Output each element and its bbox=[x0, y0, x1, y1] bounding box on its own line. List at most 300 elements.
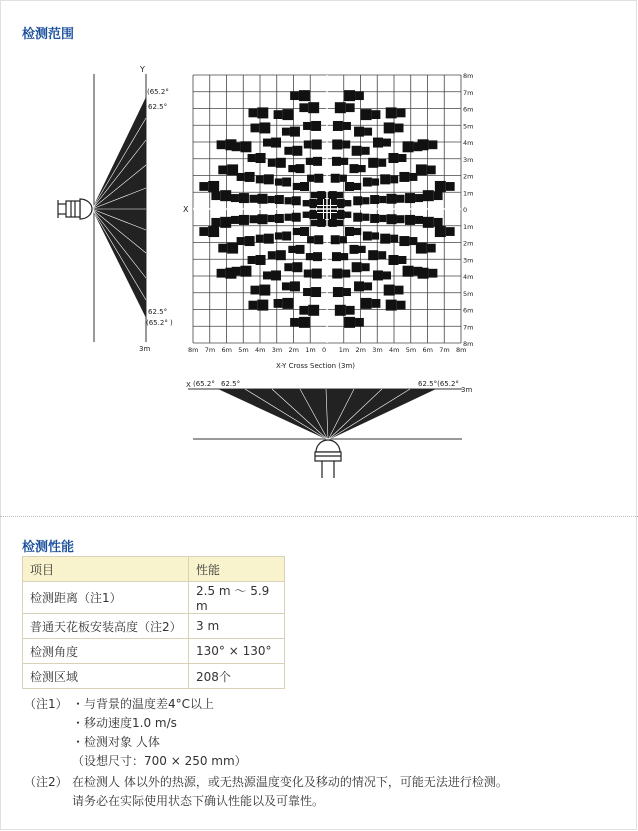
detection-zone bbox=[307, 175, 314, 182]
y-tick-label: 3m bbox=[463, 155, 474, 164]
detection-zone bbox=[240, 266, 251, 277]
detection-zone bbox=[388, 255, 398, 265]
y-tick-label: 6m bbox=[463, 306, 474, 315]
detection-zone bbox=[397, 215, 405, 223]
detection-zone bbox=[264, 174, 274, 184]
detection-zone bbox=[313, 157, 322, 166]
detection-zone bbox=[416, 164, 427, 175]
spec-table-header bbox=[23, 557, 285, 582]
angle-625-bottom: 62.5° bbox=[148, 308, 168, 316]
detection-zone bbox=[429, 269, 438, 278]
detection-zone bbox=[282, 128, 290, 136]
y-tick-label: 1m bbox=[463, 189, 474, 198]
y-tick-label: 8m bbox=[463, 72, 474, 80]
detection-zone bbox=[345, 227, 354, 236]
y-tick-label: 1m bbox=[463, 222, 474, 231]
x-tick-label: 8m bbox=[456, 346, 467, 354]
detection-zone bbox=[346, 103, 355, 112]
detection-zone bbox=[387, 194, 397, 204]
detection-zone bbox=[358, 165, 365, 172]
detection-zone bbox=[331, 199, 337, 205]
bottom-distance-label: 3m bbox=[461, 386, 473, 394]
detection-zone bbox=[240, 141, 251, 152]
detection-zone bbox=[217, 140, 226, 149]
detection-zone bbox=[257, 107, 268, 118]
note2-line: 请务必在实际使用状态下确认性能以及可靠性。 bbox=[72, 794, 325, 808]
detection-zone bbox=[312, 139, 322, 149]
x-tick-label: 8m bbox=[188, 346, 199, 354]
row-value: 130° × 130° bbox=[189, 639, 285, 664]
table-row bbox=[23, 639, 285, 664]
detection-zone bbox=[387, 214, 397, 224]
detection-zone bbox=[276, 158, 286, 168]
grid-caption: X-Y Cross Section (3m) bbox=[276, 362, 356, 370]
y-tick-label: 5m bbox=[463, 289, 474, 298]
detection-zone bbox=[353, 196, 362, 205]
detection-zone bbox=[405, 193, 415, 203]
angle-625-top: 62.5° bbox=[148, 103, 168, 111]
detection-zone bbox=[311, 287, 321, 297]
detection-zone bbox=[248, 256, 256, 264]
x-tick-label: 4m bbox=[389, 346, 400, 354]
detection-zone bbox=[341, 253, 348, 260]
detection-zone bbox=[284, 147, 292, 155]
detection-zone bbox=[303, 122, 311, 130]
bottom-view-diagram bbox=[186, 380, 472, 478]
side-distance-label: 3m bbox=[139, 345, 151, 353]
detection-zone bbox=[398, 256, 406, 264]
detection-zone bbox=[331, 192, 337, 198]
detection-zone bbox=[268, 159, 276, 167]
detection-zone bbox=[293, 228, 300, 235]
x-tick-label: 3m bbox=[372, 346, 383, 354]
detection-zone bbox=[427, 165, 436, 174]
detection-zone bbox=[405, 215, 415, 225]
detection-zone bbox=[403, 266, 414, 277]
table-row bbox=[23, 614, 285, 639]
detection-zone bbox=[362, 214, 369, 221]
detection-zone bbox=[284, 263, 292, 271]
detection-zone bbox=[239, 215, 249, 225]
bottom-x-label: X bbox=[186, 381, 191, 389]
detection-zone bbox=[290, 127, 300, 137]
detection-zone bbox=[397, 109, 406, 118]
section-divider bbox=[0, 516, 638, 517]
detection-zone bbox=[423, 190, 434, 201]
detection-zone bbox=[292, 196, 301, 205]
detection-zone bbox=[368, 158, 378, 168]
detection-zone bbox=[332, 269, 342, 279]
detection-zone bbox=[249, 195, 257, 203]
detection-zone bbox=[384, 285, 395, 296]
detection-zone bbox=[353, 213, 362, 222]
detection-zone bbox=[275, 178, 282, 185]
detection-zone bbox=[248, 154, 256, 162]
detection-zone bbox=[225, 268, 236, 279]
row-label: 检测区域 bbox=[23, 664, 189, 689]
detection-zone bbox=[354, 127, 364, 137]
detection-zone bbox=[340, 175, 347, 182]
detection-zone bbox=[304, 140, 312, 148]
detection-zone bbox=[368, 250, 378, 260]
detection-zone bbox=[379, 215, 386, 222]
detection-zone bbox=[346, 306, 355, 315]
note1-line: ・移动速度1.0 m/s bbox=[72, 716, 177, 730]
detection-zone bbox=[354, 183, 361, 190]
detection-zone bbox=[418, 139, 429, 150]
y-tick-label: 3m bbox=[463, 256, 474, 265]
detection-zone bbox=[355, 318, 364, 327]
detection-zone bbox=[429, 140, 438, 149]
detection-zone bbox=[290, 91, 299, 100]
detection-zone bbox=[415, 194, 423, 202]
detection-zone bbox=[338, 199, 344, 205]
sensor-bottom-icon bbox=[315, 440, 341, 478]
detection-zone bbox=[256, 175, 264, 183]
detection-zone bbox=[220, 217, 231, 228]
detection-zone bbox=[300, 182, 309, 191]
detection-zone bbox=[275, 214, 284, 223]
angle-65-top: (65.2° bbox=[147, 88, 169, 96]
detection-zone bbox=[341, 158, 348, 165]
detection-zone bbox=[274, 299, 283, 308]
detection-zone bbox=[333, 121, 343, 131]
detection-zone bbox=[227, 243, 238, 254]
detection-zone bbox=[332, 139, 342, 149]
detection-zone bbox=[217, 269, 226, 278]
detection-zone bbox=[363, 178, 372, 187]
detection-zone bbox=[285, 197, 292, 204]
detection-zone bbox=[304, 270, 312, 278]
detection-zone bbox=[299, 103, 308, 112]
detection-zone bbox=[362, 197, 369, 204]
row-value: 208个 bbox=[189, 664, 285, 689]
detection-zone bbox=[248, 301, 257, 310]
row-label: 检测距离（注1） bbox=[23, 582, 189, 614]
detection-zone bbox=[225, 139, 236, 150]
detection-zone bbox=[306, 158, 313, 165]
detection-zone bbox=[292, 213, 301, 222]
detection-zone bbox=[263, 271, 271, 279]
x-tick-label: 3m bbox=[271, 346, 283, 354]
detection-zone bbox=[296, 164, 305, 173]
detection-zone bbox=[231, 194, 239, 202]
detection-zone bbox=[314, 235, 323, 244]
detection-zone bbox=[335, 102, 346, 113]
detection-zone bbox=[331, 174, 340, 183]
detection-zone bbox=[256, 255, 266, 265]
detection-zone bbox=[354, 228, 361, 235]
detection-zone bbox=[399, 172, 409, 182]
detection-zone bbox=[276, 250, 286, 260]
detection-zone bbox=[380, 174, 390, 184]
row-value: 2.5 m ～ 5.9 m bbox=[189, 582, 285, 614]
detection-zone bbox=[303, 288, 311, 296]
bottom-angle-left-625: 62.5° bbox=[221, 380, 241, 388]
y-tick-label: 4m bbox=[463, 139, 474, 147]
row-label: 普通天花板安装高度（注2） bbox=[23, 614, 189, 639]
detection-zone bbox=[208, 181, 219, 192]
detection-zone bbox=[311, 192, 317, 198]
detection-zone bbox=[248, 109, 257, 118]
x-tick-label: 2m bbox=[288, 346, 299, 354]
detection-zone bbox=[299, 317, 310, 328]
detection-zone bbox=[349, 164, 358, 173]
detection-zone bbox=[343, 288, 351, 296]
detection-zone bbox=[285, 214, 292, 221]
note2-tag: （注2） bbox=[24, 775, 68, 789]
detection-zone bbox=[317, 220, 323, 226]
detection-zone bbox=[355, 91, 364, 100]
detection-zone bbox=[250, 124, 259, 133]
detection-zone bbox=[282, 178, 291, 187]
detection-zone bbox=[227, 164, 238, 175]
detection-zone bbox=[263, 139, 271, 147]
x-tick-label: 2m bbox=[355, 346, 366, 354]
x-tick-label: 1m bbox=[305, 346, 316, 354]
x-tick-label: 1m bbox=[338, 346, 350, 354]
detection-zone bbox=[249, 215, 257, 223]
detection-zone bbox=[211, 191, 220, 200]
detection-zone bbox=[427, 244, 436, 253]
detection-zone bbox=[338, 213, 344, 219]
row-label: 检测角度 bbox=[23, 639, 189, 664]
detection-zone bbox=[446, 227, 455, 236]
detection-zone bbox=[313, 252, 322, 261]
detection-zone bbox=[218, 165, 227, 174]
y-tick-label: 6m bbox=[463, 105, 474, 114]
section-title-detection-performance: 检测性能 bbox=[22, 540, 75, 555]
detection-zone bbox=[434, 218, 443, 227]
detection-zone bbox=[378, 159, 386, 167]
detection-zone bbox=[317, 199, 323, 205]
detection-zone bbox=[352, 262, 362, 272]
side-view-diagram bbox=[58, 65, 173, 353]
x-tick-label: 4m bbox=[255, 346, 266, 354]
detection-zone bbox=[231, 216, 239, 224]
detection-zone bbox=[342, 140, 350, 148]
detection-zone bbox=[331, 213, 337, 219]
y-tick-label: 7m bbox=[463, 88, 474, 97]
detection-zone bbox=[372, 178, 379, 185]
x-tick-label: 7m bbox=[204, 346, 216, 354]
x-tick-label: 7m bbox=[439, 346, 450, 354]
detection-zone bbox=[383, 271, 391, 279]
detection-zone bbox=[386, 300, 397, 311]
detection-zone bbox=[218, 244, 227, 253]
detection-zone bbox=[306, 253, 313, 260]
detection-zone bbox=[220, 190, 231, 201]
detection-zone bbox=[307, 236, 314, 243]
detection-zone bbox=[332, 252, 341, 261]
x-tick-label: 6m bbox=[422, 346, 433, 354]
detection-zone bbox=[337, 220, 343, 226]
note2-line: 在检测人 体以外的热源，或无热源温度变化及移动的情况下，可能无法进行检测。 bbox=[72, 775, 508, 789]
detection-zone bbox=[398, 154, 406, 162]
angle-65-bottom: (65.2° ) bbox=[146, 319, 173, 327]
detection-zone bbox=[388, 153, 398, 163]
detection-zone bbox=[403, 141, 414, 152]
detection-zone bbox=[370, 195, 379, 204]
note1-tag: （注1） bbox=[24, 697, 68, 711]
detection-zone bbox=[362, 263, 370, 271]
detection-zone bbox=[317, 213, 323, 219]
detection-zone bbox=[311, 121, 321, 131]
detection-zone bbox=[335, 305, 346, 316]
detection-zone bbox=[314, 174, 323, 183]
detection-zone bbox=[282, 109, 293, 120]
detection-zone bbox=[344, 90, 355, 101]
detection-zone bbox=[268, 215, 275, 222]
detection-zone bbox=[363, 231, 372, 240]
detection-zone bbox=[250, 286, 259, 295]
x-tick-label: 6m bbox=[221, 346, 232, 354]
note1-line: ・检测对象 人体 bbox=[72, 735, 160, 749]
detection-zone bbox=[296, 245, 305, 254]
y-tick-label: 4m bbox=[463, 273, 474, 281]
detection-zone bbox=[264, 234, 274, 244]
detection-zone bbox=[292, 262, 302, 272]
y-axis-label: Y bbox=[140, 65, 145, 74]
detection-zone bbox=[288, 165, 295, 172]
header-performance: 性能 bbox=[189, 557, 285, 582]
detection-zone bbox=[384, 122, 395, 133]
detection-zone bbox=[299, 90, 310, 101]
table-row bbox=[23, 664, 285, 689]
detection-zone bbox=[352, 146, 362, 156]
side-detection-cone bbox=[92, 97, 146, 318]
detection-zone bbox=[245, 236, 255, 246]
detection-zone bbox=[379, 196, 386, 203]
detection-zone bbox=[344, 317, 355, 328]
detection-zone bbox=[331, 220, 337, 226]
detection-zone bbox=[290, 318, 299, 327]
detection-zone bbox=[361, 298, 372, 309]
detection-zone bbox=[390, 235, 398, 243]
detection-zone bbox=[337, 192, 343, 198]
detection-zone bbox=[268, 196, 275, 203]
detection-zone bbox=[259, 122, 270, 133]
detection-zone bbox=[333, 287, 343, 297]
detection-zone bbox=[364, 128, 372, 136]
detection-zone bbox=[395, 286, 404, 295]
detection-zone bbox=[342, 270, 350, 278]
detection-zone bbox=[274, 110, 283, 119]
detection-zone bbox=[390, 175, 398, 183]
detection-zone bbox=[257, 300, 268, 311]
detection-zone bbox=[345, 212, 351, 218]
detection-zone bbox=[259, 285, 270, 296]
row-value: 3 m bbox=[189, 614, 285, 639]
detection-zone bbox=[383, 139, 391, 147]
detection-zone bbox=[397, 195, 405, 203]
detection-zone bbox=[282, 231, 291, 240]
detection-zone bbox=[256, 153, 266, 163]
detection-zone bbox=[378, 251, 386, 259]
detection-zone bbox=[345, 200, 351, 206]
note1-line: （设想尺寸：700 × 250 mm） bbox=[72, 754, 247, 768]
detection-zone bbox=[208, 226, 219, 237]
detection-zone bbox=[399, 236, 409, 246]
detection-zone bbox=[271, 138, 281, 148]
detection-zone bbox=[317, 192, 323, 198]
detection-zone bbox=[372, 232, 379, 239]
detection-zone bbox=[386, 107, 397, 118]
detection-zone bbox=[275, 232, 282, 239]
detection-zone bbox=[310, 213, 316, 219]
spec-table bbox=[22, 556, 285, 689]
detection-zone bbox=[415, 216, 423, 224]
detection-zone bbox=[282, 282, 290, 290]
detection-zone bbox=[370, 214, 379, 223]
y-tick-label: 0 bbox=[463, 206, 468, 214]
detection-zone bbox=[308, 305, 319, 316]
detection-zone bbox=[372, 110, 381, 119]
detection-zone bbox=[245, 172, 255, 182]
detection-zone bbox=[349, 245, 358, 254]
detection-zone bbox=[435, 226, 446, 237]
detection-zone bbox=[372, 299, 381, 308]
detection-zone bbox=[282, 298, 293, 309]
detection-zone bbox=[239, 193, 249, 203]
detection-zone bbox=[397, 301, 406, 310]
x-axis-label: X bbox=[183, 205, 189, 214]
detection-zone bbox=[423, 217, 434, 228]
detection-zone bbox=[257, 214, 267, 224]
detection-zone bbox=[416, 243, 427, 254]
detection-zone bbox=[354, 281, 364, 291]
detection-zone bbox=[288, 246, 295, 253]
y-tick-label: 2m bbox=[463, 239, 474, 248]
y-tick-label: 7m bbox=[463, 323, 474, 332]
x-tick-label: 5m bbox=[238, 346, 249, 354]
detection-zone bbox=[434, 191, 443, 200]
detection-zone bbox=[308, 102, 319, 113]
detection-zone bbox=[268, 251, 276, 259]
y-tick-label: 2m bbox=[463, 172, 474, 181]
bottom-angle-left-65: (65.2° bbox=[193, 380, 215, 388]
detection-zone bbox=[362, 147, 370, 155]
detection-zone bbox=[340, 236, 347, 243]
sensor-side-icon bbox=[58, 199, 92, 219]
detection-zone bbox=[312, 269, 322, 279]
detection-zone bbox=[358, 246, 365, 253]
detection-zone bbox=[418, 268, 429, 279]
x-tick-label: 5m bbox=[405, 346, 417, 354]
section-title-detection-range: 检测范围 bbox=[22, 27, 75, 42]
xy-cross-section-grid bbox=[188, 72, 473, 354]
detection-zone bbox=[380, 234, 390, 244]
detection-zone bbox=[293, 183, 300, 190]
detection-zone bbox=[303, 200, 309, 206]
detection-zone bbox=[300, 227, 309, 236]
detection-zone bbox=[256, 235, 264, 243]
detection-zone bbox=[271, 270, 281, 280]
detection-zone bbox=[373, 270, 383, 280]
y-tick-label: 8m bbox=[463, 340, 474, 348]
bottom-angle-right: 62.5°(65.2° bbox=[418, 380, 459, 388]
table-row bbox=[23, 582, 285, 614]
detection-zone bbox=[332, 157, 341, 166]
detection-zone bbox=[199, 227, 208, 236]
x-tick-label: 0 bbox=[322, 346, 327, 354]
note1-line: ・与背景的温度差4°C以上 bbox=[72, 697, 215, 711]
detection-zone bbox=[435, 181, 446, 192]
detection-zone bbox=[364, 282, 372, 290]
detection-zone bbox=[345, 182, 354, 191]
detection-zone bbox=[292, 146, 302, 156]
detection-zone bbox=[373, 138, 383, 148]
